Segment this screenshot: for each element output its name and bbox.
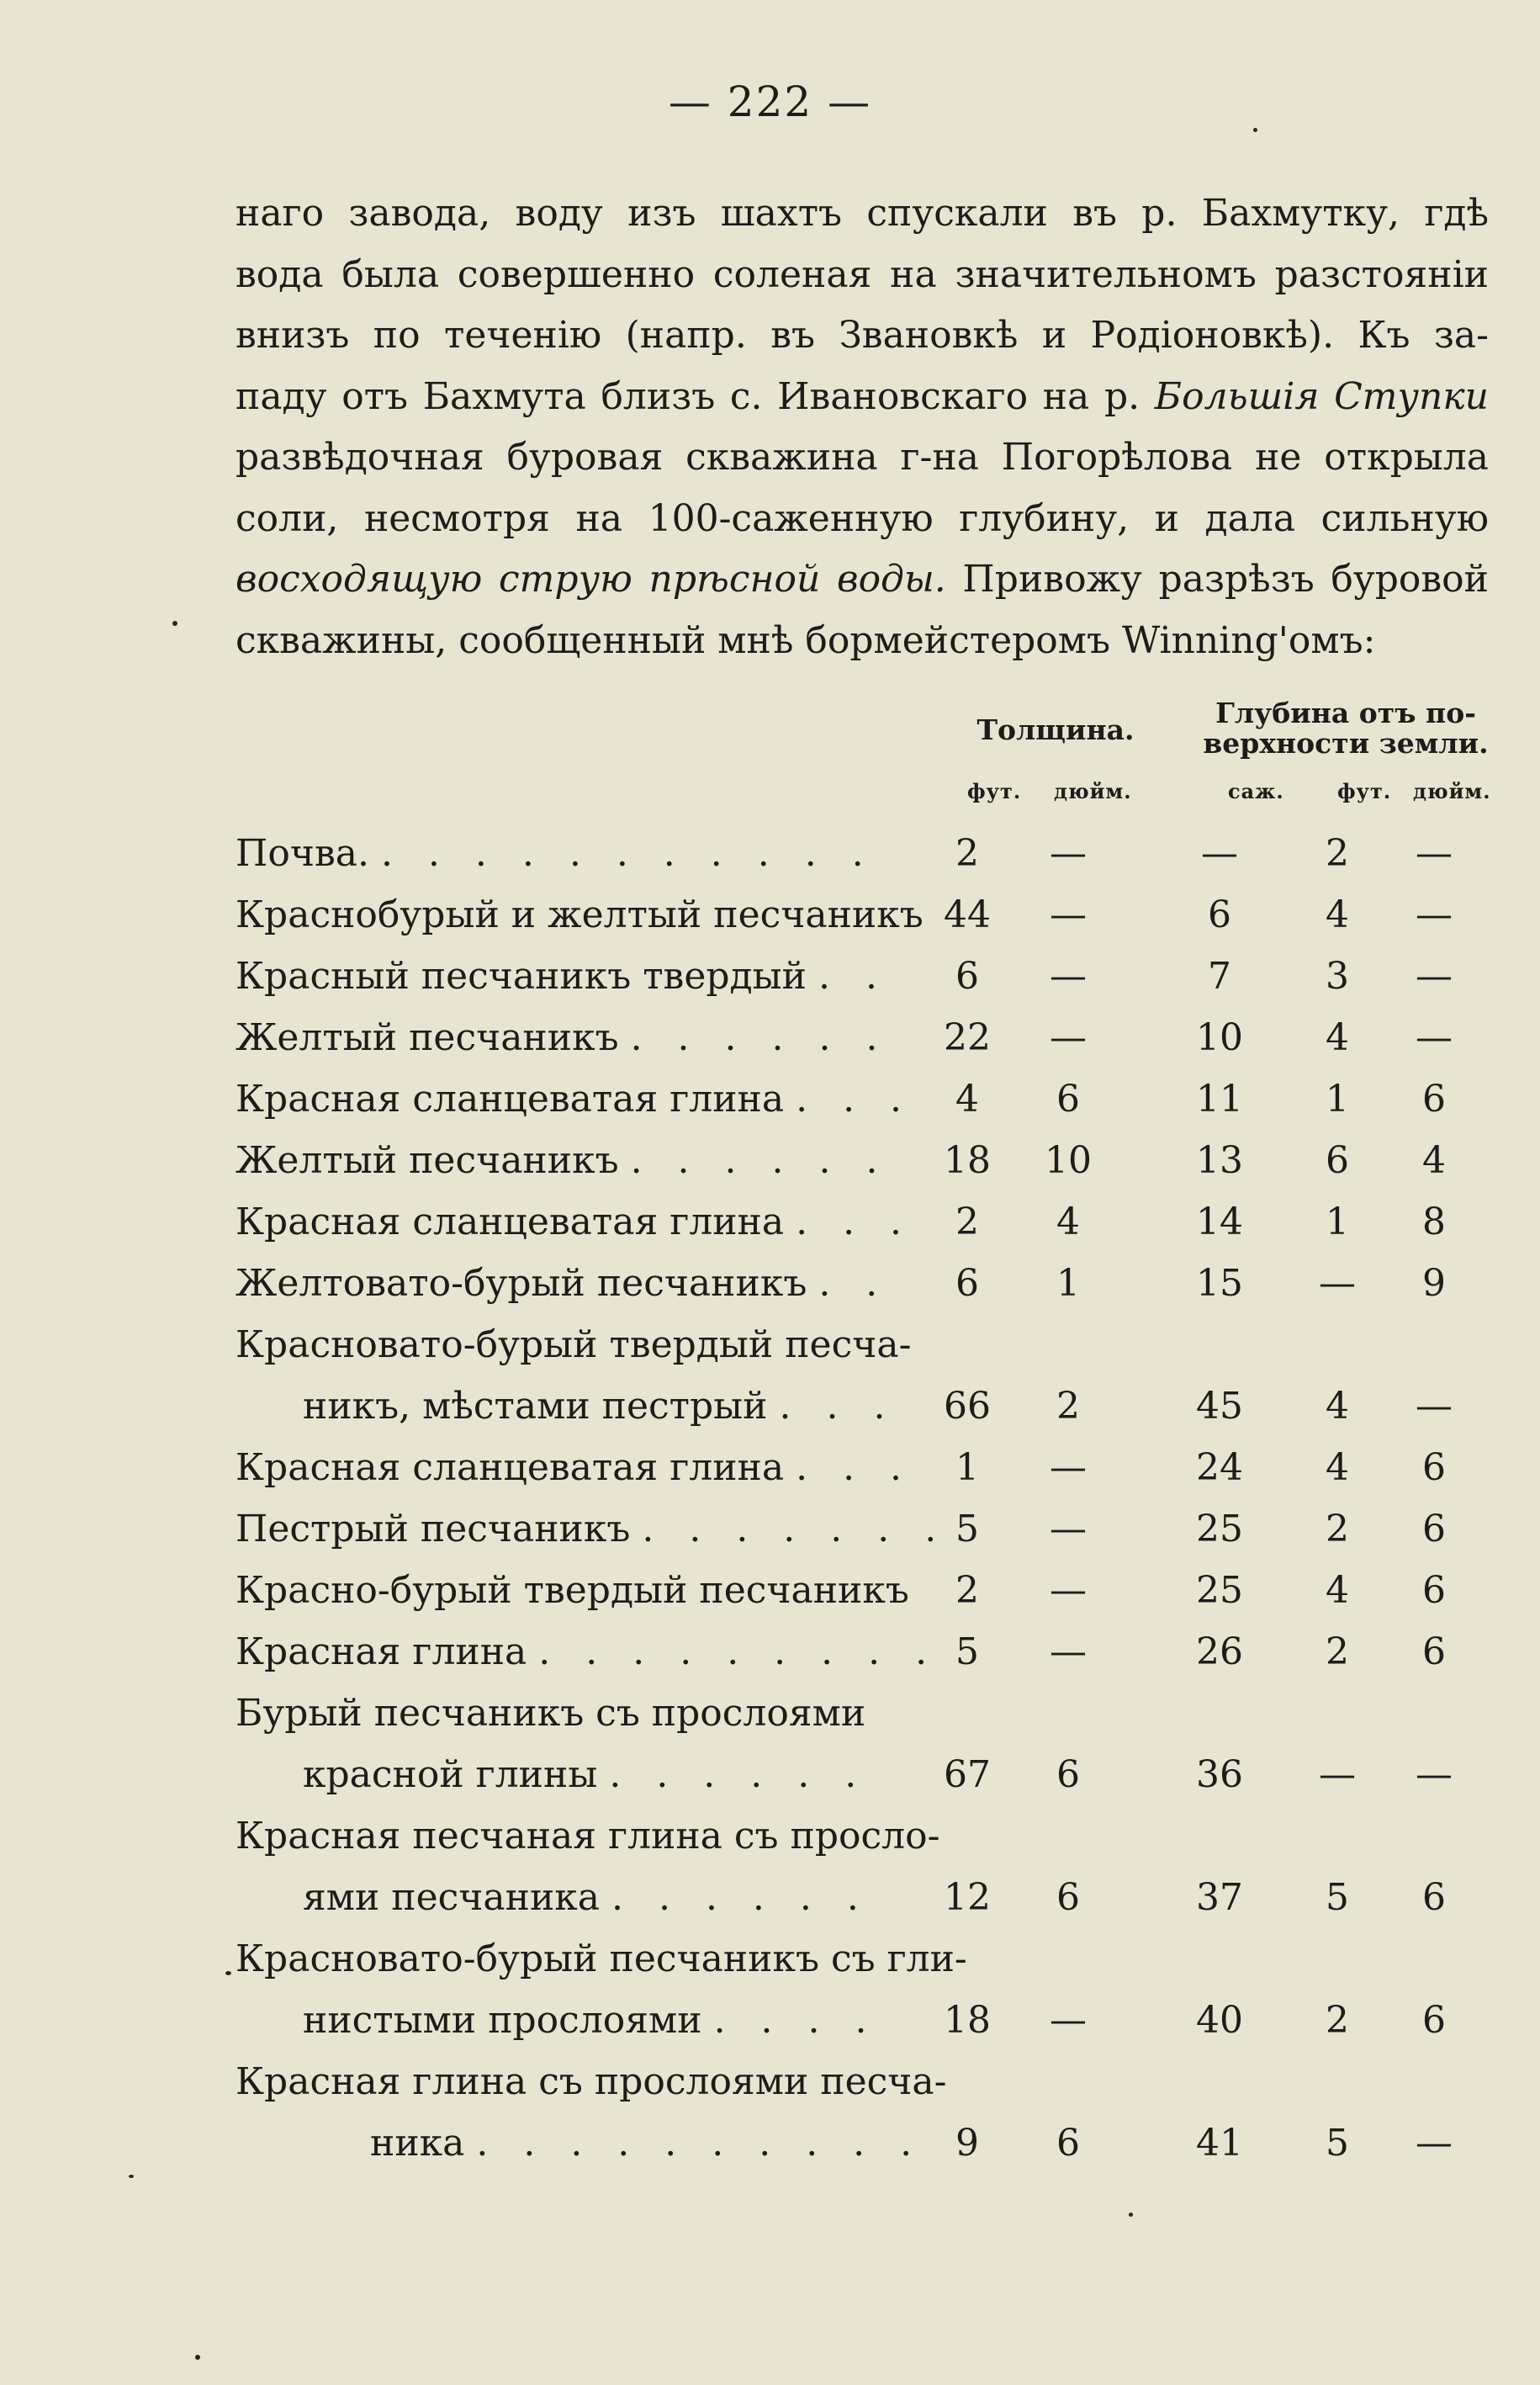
thickness-in: —: [1050, 1630, 1087, 1673]
depth-ft: 2: [1326, 1630, 1349, 1673]
row-label: Красная песчаная глина съ просло-: [235, 1815, 940, 1858]
row-name-continuation: [370, 2118, 1127, 2169]
thickness-in: —: [1050, 1999, 1087, 2042]
text-run: развѣдочная буровая скважина г-на Погорѣлова не открыла: [235, 436, 1489, 479]
text-run: скважины, сообщенный мнѣ бормейстеромъ Winning'омъ:: [235, 618, 1376, 662]
depth-sazh: 24: [1196, 1446, 1243, 1489]
depth-sazh: 10: [1196, 1016, 1243, 1059]
depth-sazh: 14: [1196, 1200, 1243, 1243]
thickness-in: —: [1050, 893, 1087, 936]
leader-dots: . . . . . .: [611, 1876, 871, 1919]
leader-dots: . . .: [779, 1385, 897, 1428]
depth-in: —: [1416, 1753, 1453, 1796]
depth-in: 6: [1422, 1630, 1446, 1673]
italic-text: Большiя Ступки: [1154, 374, 1489, 418]
row-label: Почва.: [235, 832, 369, 875]
depth-sazh: 26: [1196, 1630, 1243, 1673]
depth-ft: 5: [1326, 1876, 1349, 1919]
depth-in: 6: [1422, 1078, 1446, 1121]
leader-dots: . . .: [796, 1200, 914, 1243]
row-name: [235, 1504, 992, 1555]
depth-in: 6: [1422, 1569, 1446, 1612]
sub-in: дюйм.: [1054, 779, 1132, 803]
leader-dots: . . . . . .: [630, 1016, 890, 1059]
thickness-ft: 5: [955, 1630, 979, 1673]
depth-in: —: [1416, 893, 1453, 936]
sub-in2: дюйм.: [1413, 779, 1491, 803]
row-name: [235, 890, 992, 941]
depth-ft: 4: [1326, 1446, 1349, 1489]
depth-sazh: 36: [1196, 1753, 1243, 1796]
thickness-ft: 1: [955, 1446, 979, 1489]
leader-dots: . . .: [796, 1078, 914, 1121]
depth-ft: 1: [1326, 1078, 1349, 1121]
thickness-ft: 6: [955, 955, 979, 998]
thickness-ft: 5: [955, 1508, 979, 1550]
depth-in: —: [1416, 2122, 1453, 2165]
thickness-in: —: [1050, 832, 1087, 875]
depth-ft: 2: [1326, 1999, 1349, 2042]
depth-sazh: 7: [1208, 955, 1231, 998]
leader-dots: . .: [818, 955, 889, 998]
header-depth-line2: верхности земли.: [1203, 727, 1489, 760]
thickness-in: 6: [1056, 2122, 1080, 2165]
row-name: [235, 1934, 992, 1985]
row-name: [235, 829, 992, 879]
thickness-in: 10: [1045, 1139, 1092, 1182]
row-name: [235, 1320, 992, 1370]
depth-ft: 2: [1326, 1508, 1349, 1550]
text-run: наго завода, воду изъ шахтъ спускали въ р. Бахмутку, гдѣ: [235, 192, 1489, 235]
depth-sazh: 45: [1196, 1385, 1243, 1428]
leader-dots: . . . . . . . . .: [538, 1630, 939, 1673]
thickness-in: 2: [1056, 1385, 1080, 1428]
header-depth-line1: Глубина отъ по-: [1215, 697, 1476, 729]
thickness-ft: 12: [944, 1876, 991, 1919]
text-run: внизъ по теченiю (напр. въ Звановкѣ и Родiоновкѣ). Къ за-: [235, 314, 1489, 357]
ink-speck: [195, 2355, 200, 2360]
row-label: Желтый песчаникъ: [235, 1139, 619, 1182]
leader-dots: . . . . . .: [609, 1753, 869, 1796]
leader-dots: . . . . . .: [630, 1139, 890, 1182]
depth-ft: 4: [1326, 893, 1349, 936]
row-label-continued: никъ, мѣстами пестрый: [303, 1385, 768, 1428]
thickness-ft: 2: [955, 1200, 979, 1243]
depth-in: 4: [1422, 1139, 1446, 1182]
thickness-ft: 2: [955, 1569, 979, 1612]
text-run: вода была совершенно соленая на значительномъ разстоянiи: [235, 252, 1489, 296]
depth-ft: 6: [1326, 1139, 1349, 1182]
text-run: паду отъ Бахмута близъ с. Ивановскаго на р.: [235, 374, 1155, 418]
depth-sazh: 25: [1196, 1569, 1243, 1612]
row-label: Краснобурый и желтый песчаникъ: [235, 893, 923, 936]
thickness-ft: 18: [944, 1999, 991, 2042]
depth-ft: 3: [1326, 955, 1349, 998]
leader-dots: . .: [818, 1262, 890, 1305]
italic-text: восходящую струю прѣсной воды.: [235, 558, 946, 601]
row-label-continued: красной глины: [303, 1753, 598, 1796]
thickness-in: 6: [1056, 1753, 1080, 1796]
ink-speck: [1129, 2213, 1133, 2217]
row-name: [235, 1074, 992, 1125]
thickness-in: 6: [1056, 1876, 1080, 1919]
sub-ft2: фут.: [1337, 779, 1392, 803]
depth-in: 6: [1422, 1446, 1446, 1489]
row-name: [235, 1197, 992, 1248]
row-name: [235, 1136, 992, 1186]
thickness-ft: 67: [944, 1753, 991, 1796]
leader-dots: . . .: [796, 1446, 914, 1489]
depth-ft: 5: [1326, 2122, 1349, 2165]
depth-in: —: [1416, 1385, 1453, 1428]
row-name: [235, 1688, 992, 1739]
row-label: Желтый песчаникъ: [235, 1016, 619, 1059]
ink-speck: [129, 2175, 134, 2178]
depth-ft: 4: [1326, 1569, 1349, 1612]
thickness-ft: 66: [944, 1385, 991, 1428]
row-label: Красновато-бурый твердый песча-: [235, 1323, 912, 1366]
thickness-in: —: [1050, 1016, 1087, 1059]
depth-in: —: [1416, 832, 1453, 875]
thickness-ft: 2: [955, 832, 979, 875]
depth-in: 9: [1422, 1262, 1446, 1305]
row-label-continued: ника: [370, 2122, 465, 2165]
depth-in: 8: [1422, 1200, 1446, 1243]
depth-sazh: 15: [1196, 1262, 1243, 1305]
row-label: Красновато-бурый песчаникъ съ гли-: [235, 1937, 967, 1980]
thickness-in: 6: [1056, 1078, 1080, 1121]
row-label-continued: ями песчаника: [303, 1876, 601, 1919]
depth-sazh: 6: [1208, 893, 1231, 936]
thickness-ft: 44: [944, 893, 991, 936]
leader-dots: . . . .: [713, 1999, 879, 2042]
thickness-ft: 4: [955, 1078, 979, 1121]
depth-sazh: 40: [1196, 1999, 1243, 2042]
depth-sazh: 11: [1196, 1078, 1243, 1121]
depth-in: 6: [1422, 1876, 1446, 1919]
depth-in: 6: [1422, 1999, 1446, 2042]
thickness-ft: 18: [944, 1139, 991, 1182]
depth-ft: —: [1319, 1262, 1356, 1305]
thickness-ft: 9: [955, 2122, 979, 2165]
row-label: Красный песчаникъ твердый: [235, 955, 807, 998]
depth-in: —: [1416, 1016, 1453, 1059]
depth-sazh: 13: [1196, 1139, 1243, 1182]
row-label: Желтовато-бурый песчаникъ: [235, 1262, 807, 1305]
depth-in: —: [1416, 955, 1453, 998]
depth-ft: 4: [1326, 1385, 1349, 1428]
text-run: Привожу разрѣзъ буровой: [945, 558, 1489, 601]
depth-ft: 1: [1326, 1200, 1349, 1243]
depth-ft: —: [1319, 1753, 1356, 1796]
thickness-in: 1: [1056, 1262, 1080, 1305]
thickness-in: —: [1050, 1569, 1087, 1612]
row-label: Красная глина съ прослоями песча-: [235, 2060, 947, 2103]
row-name: [235, 1566, 992, 1616]
depth-ft: 2: [1326, 832, 1349, 875]
row-label: Красная сланцеватая глина: [235, 1078, 785, 1121]
depth-sazh: 41: [1196, 2122, 1243, 2165]
row-name: [235, 2057, 992, 2107]
row-name: [235, 1811, 992, 1862]
depth-in: 6: [1422, 1508, 1446, 1550]
thickness-in: —: [1050, 1446, 1087, 1489]
row-label: Красная глина: [235, 1630, 527, 1673]
row-label: Бурый песчаникъ съ прослоями: [235, 1692, 866, 1735]
row-label: Красно-бурый твердый песчаникъ: [235, 1569, 909, 1612]
sub-ft: фут.: [967, 779, 1022, 803]
row-name: [235, 1259, 992, 1309]
thickness-in: —: [1050, 955, 1087, 998]
ink-speck: [1253, 128, 1257, 132]
leader-dots: . . . . . . . . . . .: [380, 832, 876, 875]
ink-speck: [225, 1971, 231, 1975]
thickness-in: —: [1050, 1508, 1087, 1550]
depth-ft: 4: [1326, 1016, 1349, 1059]
text-run: соли, несмотря на 100-саженную глубину, и дала сильную: [235, 496, 1489, 540]
thickness-ft: 6: [955, 1262, 979, 1305]
depth-sazh: 37: [1196, 1876, 1243, 1919]
thickness-in: 4: [1056, 1200, 1080, 1243]
leader-dots: . . . . . . . . . .: [476, 2122, 924, 2165]
row-label: Красная сланцеватая глина: [235, 1446, 785, 1489]
row-label: Пестрый песчаникъ: [235, 1508, 631, 1550]
row-name: [235, 1627, 992, 1677]
depth-sazh: 25: [1196, 1508, 1243, 1550]
depth-sazh: —: [1201, 832, 1238, 875]
ink-speck: [172, 621, 177, 626]
row-label: Красная сланцеватая глина: [235, 1200, 785, 1243]
row-name: [235, 951, 992, 1002]
sub-sazh: саж.: [1228, 779, 1284, 803]
page-number: — 222 —: [668, 77, 872, 126]
row-label-continued: нистыми прослоями: [303, 1999, 702, 2042]
row-name: [235, 1013, 992, 1063]
thickness-ft: 22: [944, 1016, 991, 1059]
leader-dots: . . . . . . .: [642, 1508, 949, 1550]
row-name: [235, 1443, 992, 1493]
header-thickness: Толщина.: [976, 713, 1135, 746]
